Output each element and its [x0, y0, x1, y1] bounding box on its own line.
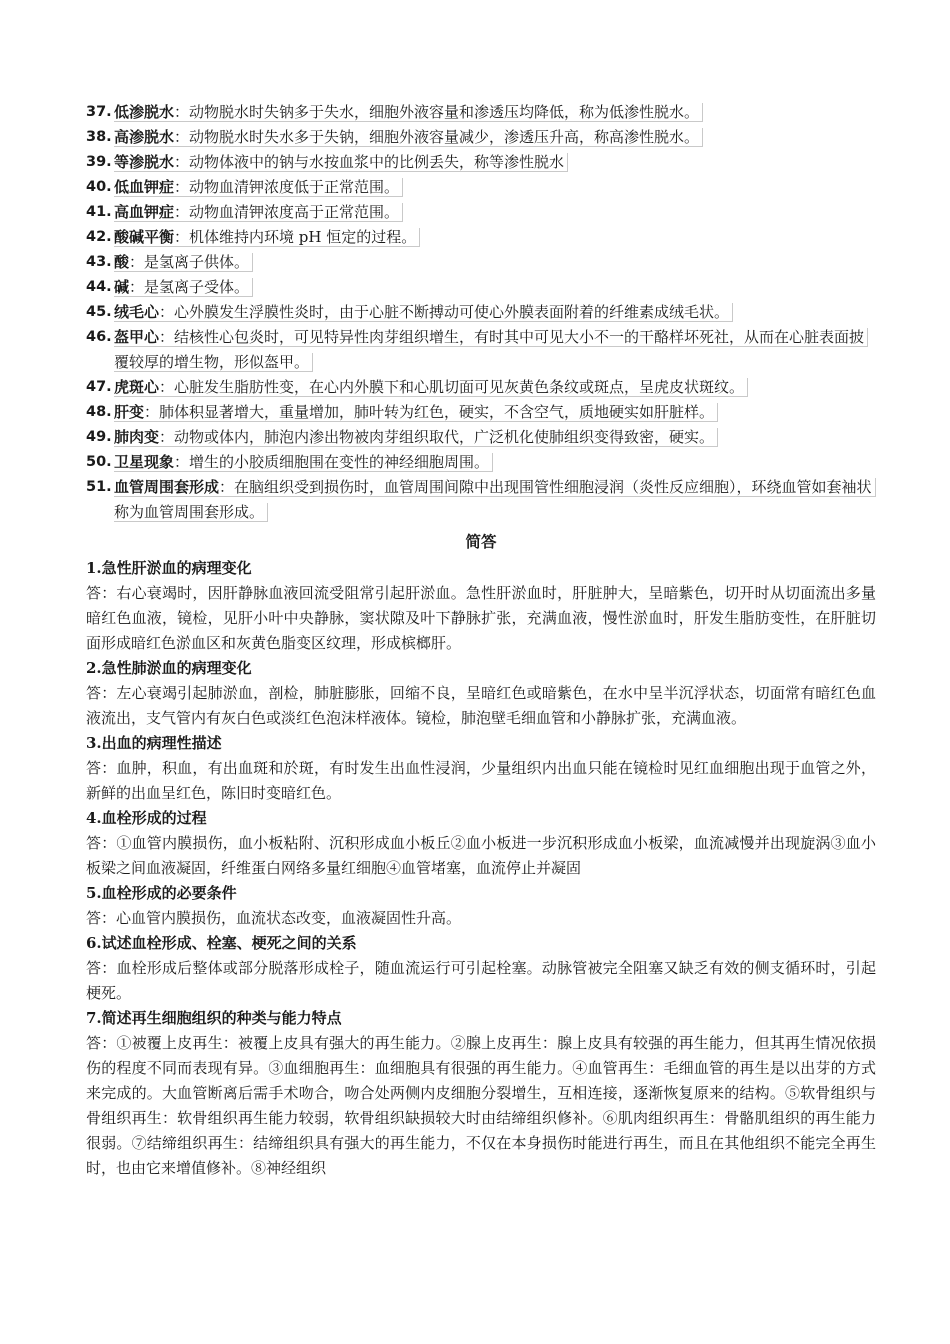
term-item: [86, 300, 876, 325]
term-list: [86, 100, 876, 525]
term-item: [86, 275, 876, 300]
term-name: 低血钾症: [114, 178, 175, 196]
term-definition: 动物脱水时失钠多于失水，细胞外液容量和渗透压均降低，称为低渗性脱水。: [189, 103, 700, 121]
term-separator: ：: [174, 453, 190, 471]
question-heading: 7.简述再生细胞组织的种类与能力特点: [86, 1009, 342, 1027]
term-definition: 动物脱水时失水多于失钠，细胞外液容量减少，渗透压升高，称高渗性脱水。: [189, 128, 700, 146]
term-separator: ：: [174, 228, 190, 246]
term-definition: 肺体积显著增大，重量增加，肺叶转为红色，硬实，不含空气，质地硬实如肝脏样。: [159, 403, 715, 421]
term-item: [86, 425, 876, 450]
term-name: 酸: [114, 253, 130, 271]
term-definition: 是氢离子受体。: [144, 278, 250, 296]
term-number: 39.: [86, 154, 112, 170]
term-item: [86, 250, 876, 275]
term-separator: ：: [159, 428, 175, 446]
term-text: [114, 178, 403, 197]
term-text: [114, 153, 568, 172]
term-number: 50.: [86, 454, 112, 470]
answer-text: 答：血栓形成后整体或部分脱落形成栓子，随血流运行可引起栓塞。动脉管被完全阻塞又缺乏有效的侧支循环时，引起梗死。: [86, 959, 876, 1002]
term-definition: 在脑组织受到损伤时，血管周围间隙中出现围管性细胞浸润（炎性反应细胞），环绕血管如套袖状称为血管周围套形成。: [114, 478, 872, 521]
question-heading: 4.血栓形成的过程: [86, 809, 207, 827]
term-name: 卫星现象: [114, 453, 175, 471]
term-text: [114, 453, 493, 472]
term-separator: ：: [159, 328, 175, 346]
term-item: [86, 150, 876, 175]
term-number: 37.: [86, 104, 112, 120]
term-name: 酸碱平衡: [114, 228, 175, 246]
term-number: 44.: [86, 279, 112, 295]
qa-item: [86, 731, 876, 806]
term-number: 51.: [86, 479, 112, 495]
section-heading: 简答: [465, 532, 497, 551]
question-heading: 3.出血的病理性描述: [86, 734, 222, 752]
term-text: [114, 253, 253, 272]
term-text: [114, 303, 733, 322]
term-text: [114, 428, 718, 447]
term-text: [114, 478, 876, 522]
term-definition: 是氢离子供体。: [144, 253, 250, 271]
term-text: [114, 278, 253, 297]
term-item: [86, 225, 876, 250]
answer-text: 答：右心衰竭时，因肝静脉血液回流受阻常引起肝淤血。急性肝淤血时，肝脏肿大，呈暗紫色，切开时从切面流出多量暗红色血液，镜检，见肝小叶中央静脉，窦状隙及叶下静脉扩张，充满血液，慢性淤血时，肝发生脂肪变性，在肝脏切面形成暗红色淤血区和灰黄色脂变区纹理，形成槟榔肝。: [86, 584, 876, 652]
term-number: 48.: [86, 404, 112, 420]
term-text: [114, 203, 403, 222]
qa-item: [86, 931, 876, 1006]
qa-list: [86, 556, 876, 1181]
question-heading: 2.急性肺淤血的病理变化: [86, 659, 252, 677]
qa-item: [86, 881, 876, 931]
term-item: [86, 125, 876, 150]
term-item: [86, 375, 876, 400]
answer-text: 答：①血管内膜损伤，血小板粘附、沉积形成血小板丘②血小板进一步沉积形成血小板梁，血流减慢并出现旋涡③血小板梁之间血液凝固，纤维蛋白网络多量红细胞④血管堵塞，血流停止并凝固: [86, 834, 876, 877]
term-separator: ：: [174, 203, 190, 221]
term-definition: 心外膜发生浮膜性炎时，由于心脏不断搏动可使心外膜表面附着的纤维素成绒毛状。: [174, 303, 730, 321]
term-separator: ：: [159, 378, 175, 396]
qa-item: [86, 806, 876, 881]
term-definition: 机体维持内环境 pH 恒定的过程。: [189, 228, 417, 246]
term-name: 高血钾症: [114, 203, 175, 221]
term-separator: ：: [174, 153, 190, 171]
term-separator: ：: [144, 403, 160, 421]
term-separator: ：: [174, 128, 190, 146]
term-number: 45.: [86, 304, 112, 320]
term-definition: 动物血清钾浓度低于正常范围。: [189, 178, 400, 196]
term-text: [114, 403, 718, 422]
term-name: 绒毛心: [114, 303, 160, 321]
term-number: 46.: [86, 329, 112, 345]
term-name: 盔甲心: [114, 328, 160, 346]
term-item: [86, 325, 876, 375]
term-name: 肺肉变: [114, 428, 160, 446]
qa-item: [86, 556, 876, 656]
term-number: 49.: [86, 429, 112, 445]
term-item: [86, 475, 876, 525]
term-name: 等渗脱水: [114, 153, 175, 171]
term-name: 低渗脱水: [114, 103, 175, 121]
term-separator: ：: [129, 253, 145, 271]
term-name: 血管周围套形成: [114, 478, 220, 496]
term-separator: ：: [159, 303, 175, 321]
term-text: [114, 128, 703, 147]
term-item: [86, 200, 876, 225]
term-separator: ：: [174, 103, 190, 121]
term-text: [114, 103, 703, 122]
term-number: 42.: [86, 229, 112, 245]
term-name: 碱: [114, 278, 130, 296]
term-text: [114, 228, 420, 247]
term-name: 肝变: [114, 403, 145, 421]
term-number: 40.: [86, 179, 112, 195]
term-name: 虎斑心: [114, 378, 160, 396]
term-definition: 动物血清钾浓度高于正常范围。: [189, 203, 400, 221]
question-heading: 1.急性肝淤血的病理变化: [86, 559, 252, 577]
answer-text: 答：心血管内膜损伤，血流状态改变，血液凝固性升高。: [86, 909, 462, 927]
term-definition: 动物体液中的钠与水按血浆中的比例丢失，称等渗性脱水: [189, 153, 565, 171]
term-text: [114, 328, 868, 372]
term-number: 43.: [86, 254, 112, 270]
term-number: 41.: [86, 204, 112, 220]
term-text: [114, 378, 748, 397]
term-item: [86, 100, 876, 125]
qa-item: [86, 1006, 876, 1181]
document-page: [86, 100, 876, 1181]
term-definition: 动物或体内，肺泡内渗出物被肉芽组织取代，广泛机化使肺组织变得致密，硬实。: [174, 428, 715, 446]
answer-text: 答：左心衰竭引起肺淤血，剖检，肺脏膨胀，回缩不良，呈暗红色或暗紫色，在水中呈半沉浮状态，切面常有暗红色血液流出，支气管内有灰白色或淡红色泡沫样液体。镜检，肺泡壁毛细血管和小静脉扩张，充满血液。: [86, 684, 876, 727]
term-item: [86, 175, 876, 200]
qa-item: [86, 656, 876, 731]
term-item: [86, 450, 876, 475]
answer-text: 答：①被覆上皮再生：被覆上皮具有强大的再生能力。②腺上皮再生：腺上皮具有较强的再生能力，但其再生情况依损伤的程度不同而表现有异。③血细胞再生：血细胞具有很强的再生能力。④血管再生：毛细血管的再生是以出芽的方式来完成的。大血管断离后需手术吻合，吻合处两侧内皮细胞分裂增生，互相连接，逐渐恢复原来的结构。⑤软骨组织与骨组织再生：软骨组织再生能力较弱，软骨组织缺损较大时由结缔组织修补。⑥肌肉组织再生：骨骼肌组织的再生能力很弱。⑦结缔组织再生：结缔组织具有强大的再生能力，不仅在本身损伤时能进行再生，而且在其他组织不能完全再生时，也由它来增值修补。⑧神经组织: [86, 1034, 876, 1177]
term-name: 高渗脱水: [114, 128, 175, 146]
term-definition: 结核性心包炎时，可见特异性肉芽组织增生，有时其中可见大小不一的干酪样坏死社，从而在心脏表面披覆较厚的增生物，形似盔甲。: [114, 328, 865, 371]
term-item: [86, 400, 876, 425]
answer-text: 答：血肿，积血，有出血斑和於斑，有时发生出血性浸润，少量组织内出血只能在镜检时见红血细胞出现于血管之外，新鲜的出血呈红色，陈旧时变暗红色。: [86, 759, 876, 802]
term-definition: 增生的小胶质细胞围在变性的神经细胞周围。: [189, 453, 490, 471]
question-heading: 6.试述血栓形成、栓塞、梗死之间的关系: [86, 934, 357, 952]
term-separator: ：: [174, 178, 190, 196]
term-number: 47.: [86, 379, 112, 395]
term-number: 38.: [86, 129, 112, 145]
term-separator: ：: [219, 478, 235, 496]
question-heading: 5.血栓形成的必要条件: [86, 884, 237, 902]
term-separator: ：: [129, 278, 145, 296]
term-definition: 心脏发生脂肪性变，在心内外膜下和心肌切面可见灰黄色条纹或斑点，呈虎皮状斑纹。: [174, 378, 745, 396]
